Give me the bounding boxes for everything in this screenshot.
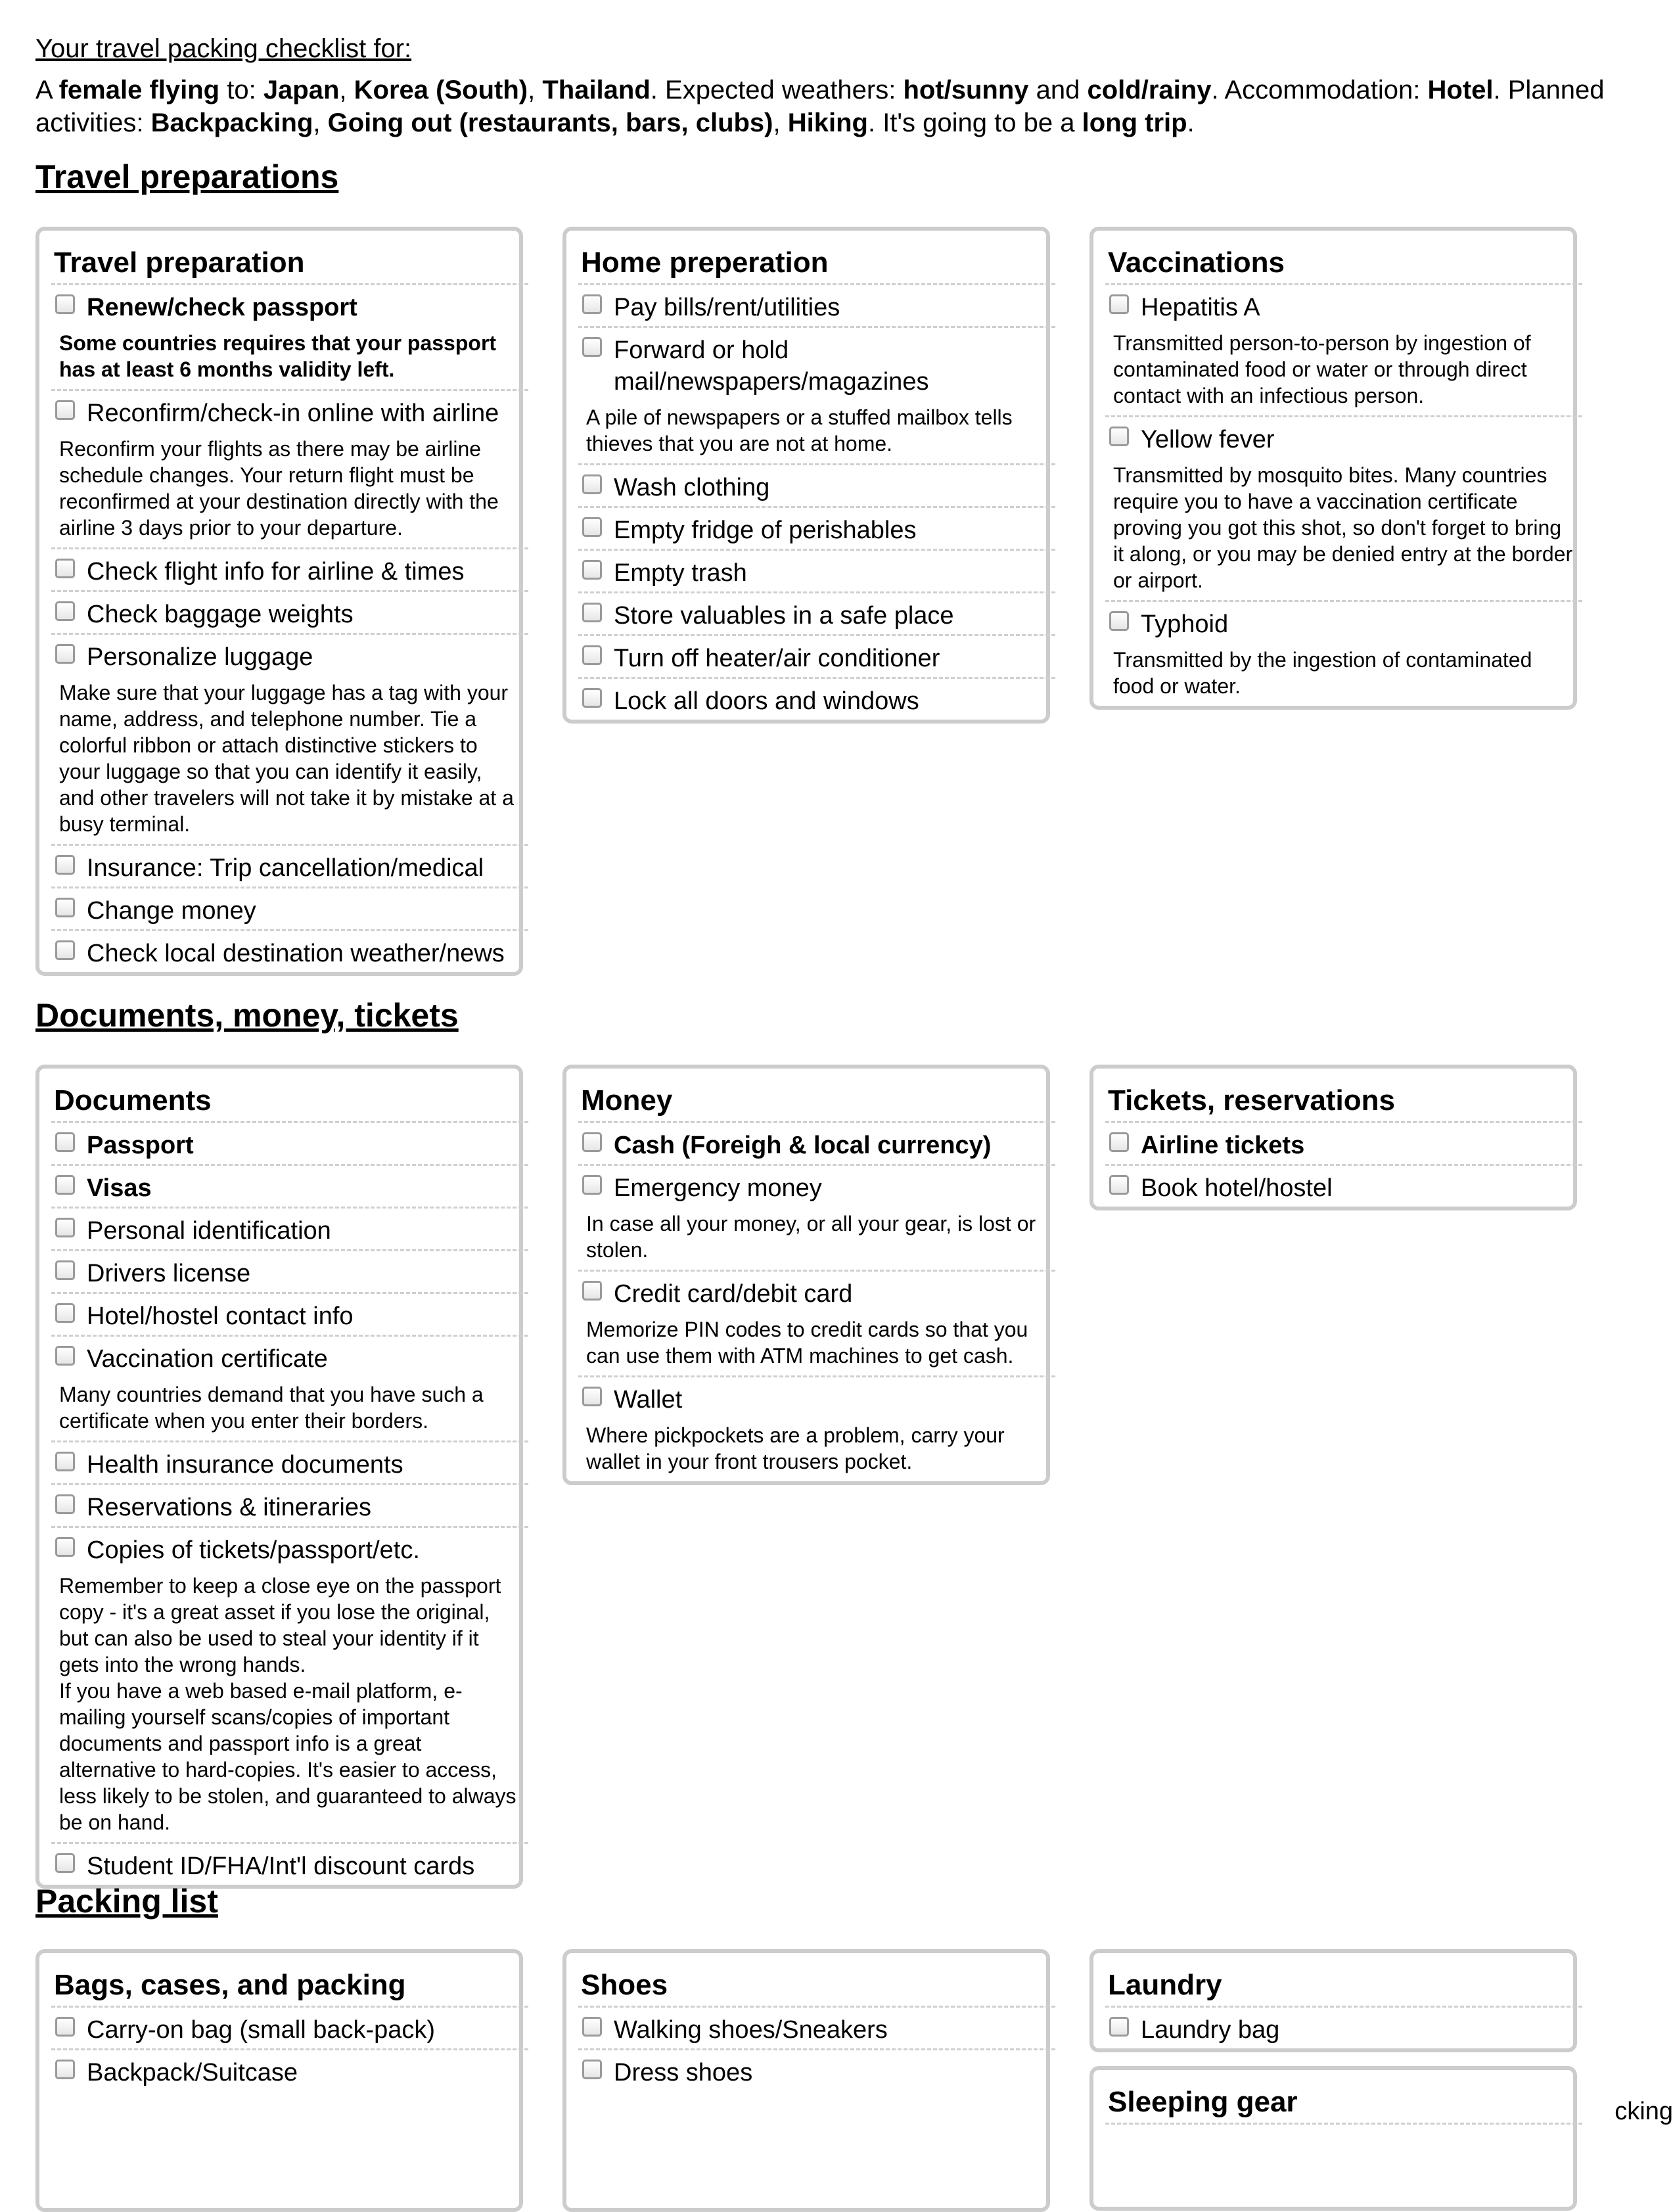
item-note: Memorize PIN codes to credit cards so that you can use them with ATM machines to get cash. xyxy=(586,1318,1028,1368)
checkbox[interactable] xyxy=(55,400,75,420)
checkbox[interactable] xyxy=(582,517,602,537)
checkbox[interactable] xyxy=(582,474,602,494)
checkbox[interactable] xyxy=(55,1853,75,1873)
checklist-item xyxy=(51,931,528,972)
checklist-item xyxy=(51,592,528,635)
item-label: Lock all doors and windows xyxy=(614,687,919,715)
item-label: Laundry bag xyxy=(1141,2016,1280,2044)
item-note: Transmitted by the ingestion of contaminated food or water. xyxy=(1113,648,1532,698)
item-note: Some countries requires that your passport has at least 6 months validity left. xyxy=(59,331,497,381)
checkbox[interactable] xyxy=(1109,611,1129,631)
panel-travel-preparation xyxy=(35,227,523,976)
checkbox[interactable] xyxy=(582,2060,602,2079)
checklist-item xyxy=(51,1442,528,1485)
summary-gender: female flying xyxy=(58,76,220,104)
summary-weather: cold/rainy xyxy=(1087,76,1212,104)
checklist-item xyxy=(578,1166,1055,1272)
checklist-item xyxy=(1105,602,1582,706)
summary-text: , xyxy=(313,108,328,137)
item-label: Reconfirm/check-in online with airline xyxy=(87,400,499,427)
item-label: Wash clothing xyxy=(614,474,770,501)
item-note: Transmitted by mosquito bites. Many countries require you to have a vaccination certificate proving you got this shot, so don't forget to bring it along, or you may be denied entry at the border or airport. xyxy=(1113,463,1573,592)
item-label: Airline tickets xyxy=(1141,1132,1305,1159)
item-label: Book hotel/hostel xyxy=(1141,1174,1333,1202)
checklist-item xyxy=(51,1294,528,1337)
checklist-item xyxy=(578,508,1055,551)
checklist-item xyxy=(578,285,1055,328)
item-label: Backpack/Suitcase xyxy=(87,2059,298,2086)
panel-title: Shoes xyxy=(578,1953,1055,2008)
checklist-item xyxy=(51,1209,528,1251)
checkbox[interactable] xyxy=(582,1175,602,1195)
checkbox[interactable] xyxy=(55,1260,75,1280)
item-label: Check local destination weather/news xyxy=(87,940,505,967)
item-label: Personal identification xyxy=(87,1217,331,1245)
checklist-item xyxy=(51,1485,528,1528)
item-note: Where pickpockets are a problem, carry your wallet in your front trousers pocket. xyxy=(586,1423,1005,1473)
checkbox[interactable] xyxy=(55,898,75,917)
checklist-item xyxy=(51,2050,528,2091)
checkbox[interactable] xyxy=(55,940,75,960)
checklist-item xyxy=(578,551,1055,593)
item-label: Check flight info for airline & times xyxy=(87,558,465,586)
checklist-item xyxy=(51,1844,528,1885)
summary-country: Thailand xyxy=(542,76,651,104)
checkbox[interactable] xyxy=(582,2017,602,2037)
summary-text: . Planned activities: xyxy=(35,76,1605,137)
checkbox[interactable] xyxy=(582,688,602,708)
checkbox[interactable] xyxy=(582,1132,602,1152)
checkbox[interactable] xyxy=(1109,1132,1129,1152)
checkbox[interactable] xyxy=(55,601,75,621)
item-label: Pay bills/rent/utilities xyxy=(614,294,840,321)
checklist-item xyxy=(51,2008,528,2050)
checkbox[interactable] xyxy=(55,644,75,664)
checklist-item xyxy=(1105,1123,1582,1166)
item-label: Vaccination certificate xyxy=(87,1345,328,1373)
checkbox[interactable] xyxy=(582,1281,602,1301)
item-label: Store valuables in a safe place xyxy=(614,602,954,630)
item-label: Empty fridge of perishables xyxy=(614,517,917,544)
checkbox[interactable] xyxy=(1109,1175,1129,1195)
checklist-item xyxy=(578,1272,1055,1377)
panel-title: Tickets, reservations xyxy=(1105,1069,1582,1123)
panel-title: Documents xyxy=(51,1069,528,1123)
summary-text: . Expected weathers: xyxy=(650,76,904,104)
checkbox[interactable] xyxy=(55,2017,75,2037)
checklist-item xyxy=(51,888,528,931)
item-label: Health insurance documents xyxy=(87,1451,403,1479)
panel-documents xyxy=(35,1065,523,1889)
checklist-item xyxy=(578,465,1055,508)
checklist-item xyxy=(578,1123,1055,1166)
summary-text: , xyxy=(773,108,788,137)
item-label: Passport xyxy=(87,1132,194,1159)
checkbox[interactable] xyxy=(55,1452,75,1471)
item-label: Personalize luggage xyxy=(87,643,313,671)
item-label: Visas xyxy=(87,1174,152,1202)
checklist-item xyxy=(51,1123,528,1166)
item-note: Reconfirm your flights as there may be airline schedule changes. Your return flight must be reconfirmed at your destination directly with the airline 3 days prior to your departure. xyxy=(59,437,499,540)
item-note: Remember to keep a close eye on the passport copy - it's a great asset if you lose the original, but can also be used to steal your identity if it gets into the wrong hands. xyxy=(59,1574,501,1676)
checkbox[interactable] xyxy=(1109,294,1129,314)
panel-tickets-reservations xyxy=(1089,1065,1577,1210)
trip-summary xyxy=(35,74,1626,139)
item-label: Yellow fever xyxy=(1141,426,1275,453)
panel-title: Travel preparation xyxy=(51,231,528,285)
summary-text: A xyxy=(35,76,59,104)
panel-shoes xyxy=(562,1949,1050,2212)
panel-vaccinations xyxy=(1089,227,1577,710)
panel-sleeping-gear xyxy=(1089,2066,1577,2211)
item-label: Renew/check passport xyxy=(87,294,357,321)
summary-country: Korea (South) xyxy=(354,76,528,104)
checklist-item xyxy=(51,1166,528,1209)
checkbox[interactable] xyxy=(1109,426,1129,446)
panel-money xyxy=(562,1065,1050,1485)
item-label: Dress shoes xyxy=(614,2059,753,2086)
summary-text: . It's going to be a xyxy=(867,108,1082,137)
panel-title: Bags, cases, and packing xyxy=(51,1953,528,2008)
item-label: Hotel/hostel contact info xyxy=(87,1302,354,1330)
checklist-item xyxy=(51,285,528,391)
item-label: Typhoid xyxy=(1141,611,1229,638)
item-label: Wallet xyxy=(614,1386,683,1414)
panel-home-preparation xyxy=(562,227,1050,724)
summary-text: , xyxy=(339,76,354,104)
checklist-item xyxy=(51,1251,528,1294)
item-label: Credit card/debit card xyxy=(614,1280,853,1308)
checkbox[interactable] xyxy=(1109,2017,1129,2037)
item-label: Student ID/FHA/Int'l discount cards xyxy=(87,1853,475,1880)
checkbox[interactable] xyxy=(55,1218,75,1237)
checklist-heading: Your travel packing checklist for: xyxy=(35,34,412,63)
checklist-item xyxy=(1105,2008,1582,2048)
summary-text: . xyxy=(1187,108,1195,137)
checkbox[interactable] xyxy=(55,1346,75,1366)
checklist-item xyxy=(51,391,528,549)
panel-title: Money xyxy=(578,1069,1055,1123)
checkbox[interactable] xyxy=(582,337,602,357)
item-label: Drivers license xyxy=(87,1260,251,1287)
section-travel-preparations: Travel preparations xyxy=(35,158,339,195)
item-note: If you have a web based e-mail platform, e-mailing yourself scans/copies of important documents and passport info is a great alternative to hard-copies. It's easier to access, less likely to be stolen, and guaranteed to always be on hand. xyxy=(59,1679,516,1834)
item-label: Carry-on bag (small back-pack) xyxy=(87,2016,436,2044)
item-label: Turn off heater/air conditioner xyxy=(614,645,940,672)
checklist-item xyxy=(578,679,1055,720)
checklist-item xyxy=(578,2050,1055,2091)
section-packing-list: Packing list xyxy=(35,1883,218,1920)
summary-trip-length: long trip xyxy=(1082,108,1187,137)
summary-activity: Going out (restaurants, bars, clubs) xyxy=(327,108,773,137)
checklist-item xyxy=(1105,1166,1582,1207)
checkbox[interactable] xyxy=(55,294,75,314)
item-note: Transmitted person-to-person by ingestion of contaminated food or water or through direct contact with an infectious person. xyxy=(1113,331,1531,407)
item-label: Check baggage weights xyxy=(87,601,354,628)
item-label: Reservations & itineraries xyxy=(87,1494,371,1521)
checklist-item xyxy=(51,635,528,846)
item-note: Many countries demand that you have such a certificate when you enter their borders. xyxy=(59,1383,484,1433)
checklist-item xyxy=(578,593,1055,636)
panel-title: Sleeping gear xyxy=(1105,2070,1582,2125)
checkbox[interactable] xyxy=(55,855,75,875)
item-label: Insurance: Trip cancellation/medical xyxy=(87,854,484,882)
checkbox[interactable] xyxy=(55,1537,75,1557)
item-label: Cash (Foreigh & local currency) xyxy=(614,1132,992,1159)
item-label: Forward or hold mail/newspapers/magazines xyxy=(614,336,929,396)
summary-text: . Accommodation: xyxy=(1211,76,1428,104)
panel-title: Home preperation xyxy=(578,231,1055,285)
checkbox[interactable] xyxy=(55,2060,75,2079)
checkbox[interactable] xyxy=(55,1175,75,1195)
summary-activity: Backpacking xyxy=(150,108,313,137)
summary-text: , xyxy=(528,76,543,104)
checklist-item xyxy=(578,328,1055,465)
item-label: Walking shoes/Sneakers xyxy=(614,2016,888,2044)
item-label: Change money xyxy=(87,897,256,925)
checkbox[interactable] xyxy=(582,603,602,622)
checklist-item xyxy=(1105,285,1582,417)
panel-title: Vaccinations xyxy=(1105,231,1582,285)
summary-accommodation: Hotel xyxy=(1427,76,1494,104)
checklist-item xyxy=(578,1377,1055,1481)
checklist-item xyxy=(1105,417,1582,602)
item-label: Copies of tickets/passport/etc. xyxy=(87,1536,420,1564)
checkbox[interactable] xyxy=(582,294,602,314)
checkbox[interactable] xyxy=(55,1494,75,1514)
section-documents-money-tickets: Documents, money, tickets xyxy=(35,997,459,1034)
checkbox[interactable] xyxy=(55,1303,75,1323)
summary-country: Japan xyxy=(263,76,340,104)
summary-text: to: xyxy=(219,76,264,104)
item-label: Empty trash xyxy=(614,559,747,587)
item-note: In case all your money, or all your gear, is lost or stolen. xyxy=(586,1212,1036,1262)
item-note: Make sure that your luggage has a tag with your name, address, and telephone number. Tie a colorful ribbon or attach distinctive stickers to your luggage so that you can identify it easily, and other travelers will not take it by mistake at a busy terminal. xyxy=(59,681,514,836)
summary-text: and xyxy=(1028,76,1088,104)
checklist-item xyxy=(51,1337,528,1442)
panel-laundry xyxy=(1089,1949,1577,2052)
checklist-item xyxy=(51,1528,528,1844)
summary-weather: hot/sunny xyxy=(903,76,1029,104)
checkbox[interactable] xyxy=(55,1132,75,1152)
checklist-item xyxy=(578,2008,1055,2050)
item-label: Hepatitis A xyxy=(1141,294,1260,321)
checkbox[interactable] xyxy=(582,645,602,665)
checkbox[interactable] xyxy=(582,1387,602,1406)
panel-title: Laundry xyxy=(1105,1953,1582,2008)
checklist-item xyxy=(51,549,528,592)
panel-bags-cases-packing xyxy=(35,1949,523,2212)
checklist-item xyxy=(578,636,1055,679)
edge-text-fragment: cking xyxy=(1615,2098,1673,2125)
item-note: A pile of newspapers or a stuffed mailbox tells thieves that you are not at home. xyxy=(586,405,1013,455)
checkbox[interactable] xyxy=(582,560,602,580)
checklist-item xyxy=(51,846,528,888)
checkbox[interactable] xyxy=(55,559,75,578)
summary-activity: Hiking xyxy=(787,108,868,137)
item-label: Emergency money xyxy=(614,1174,822,1202)
